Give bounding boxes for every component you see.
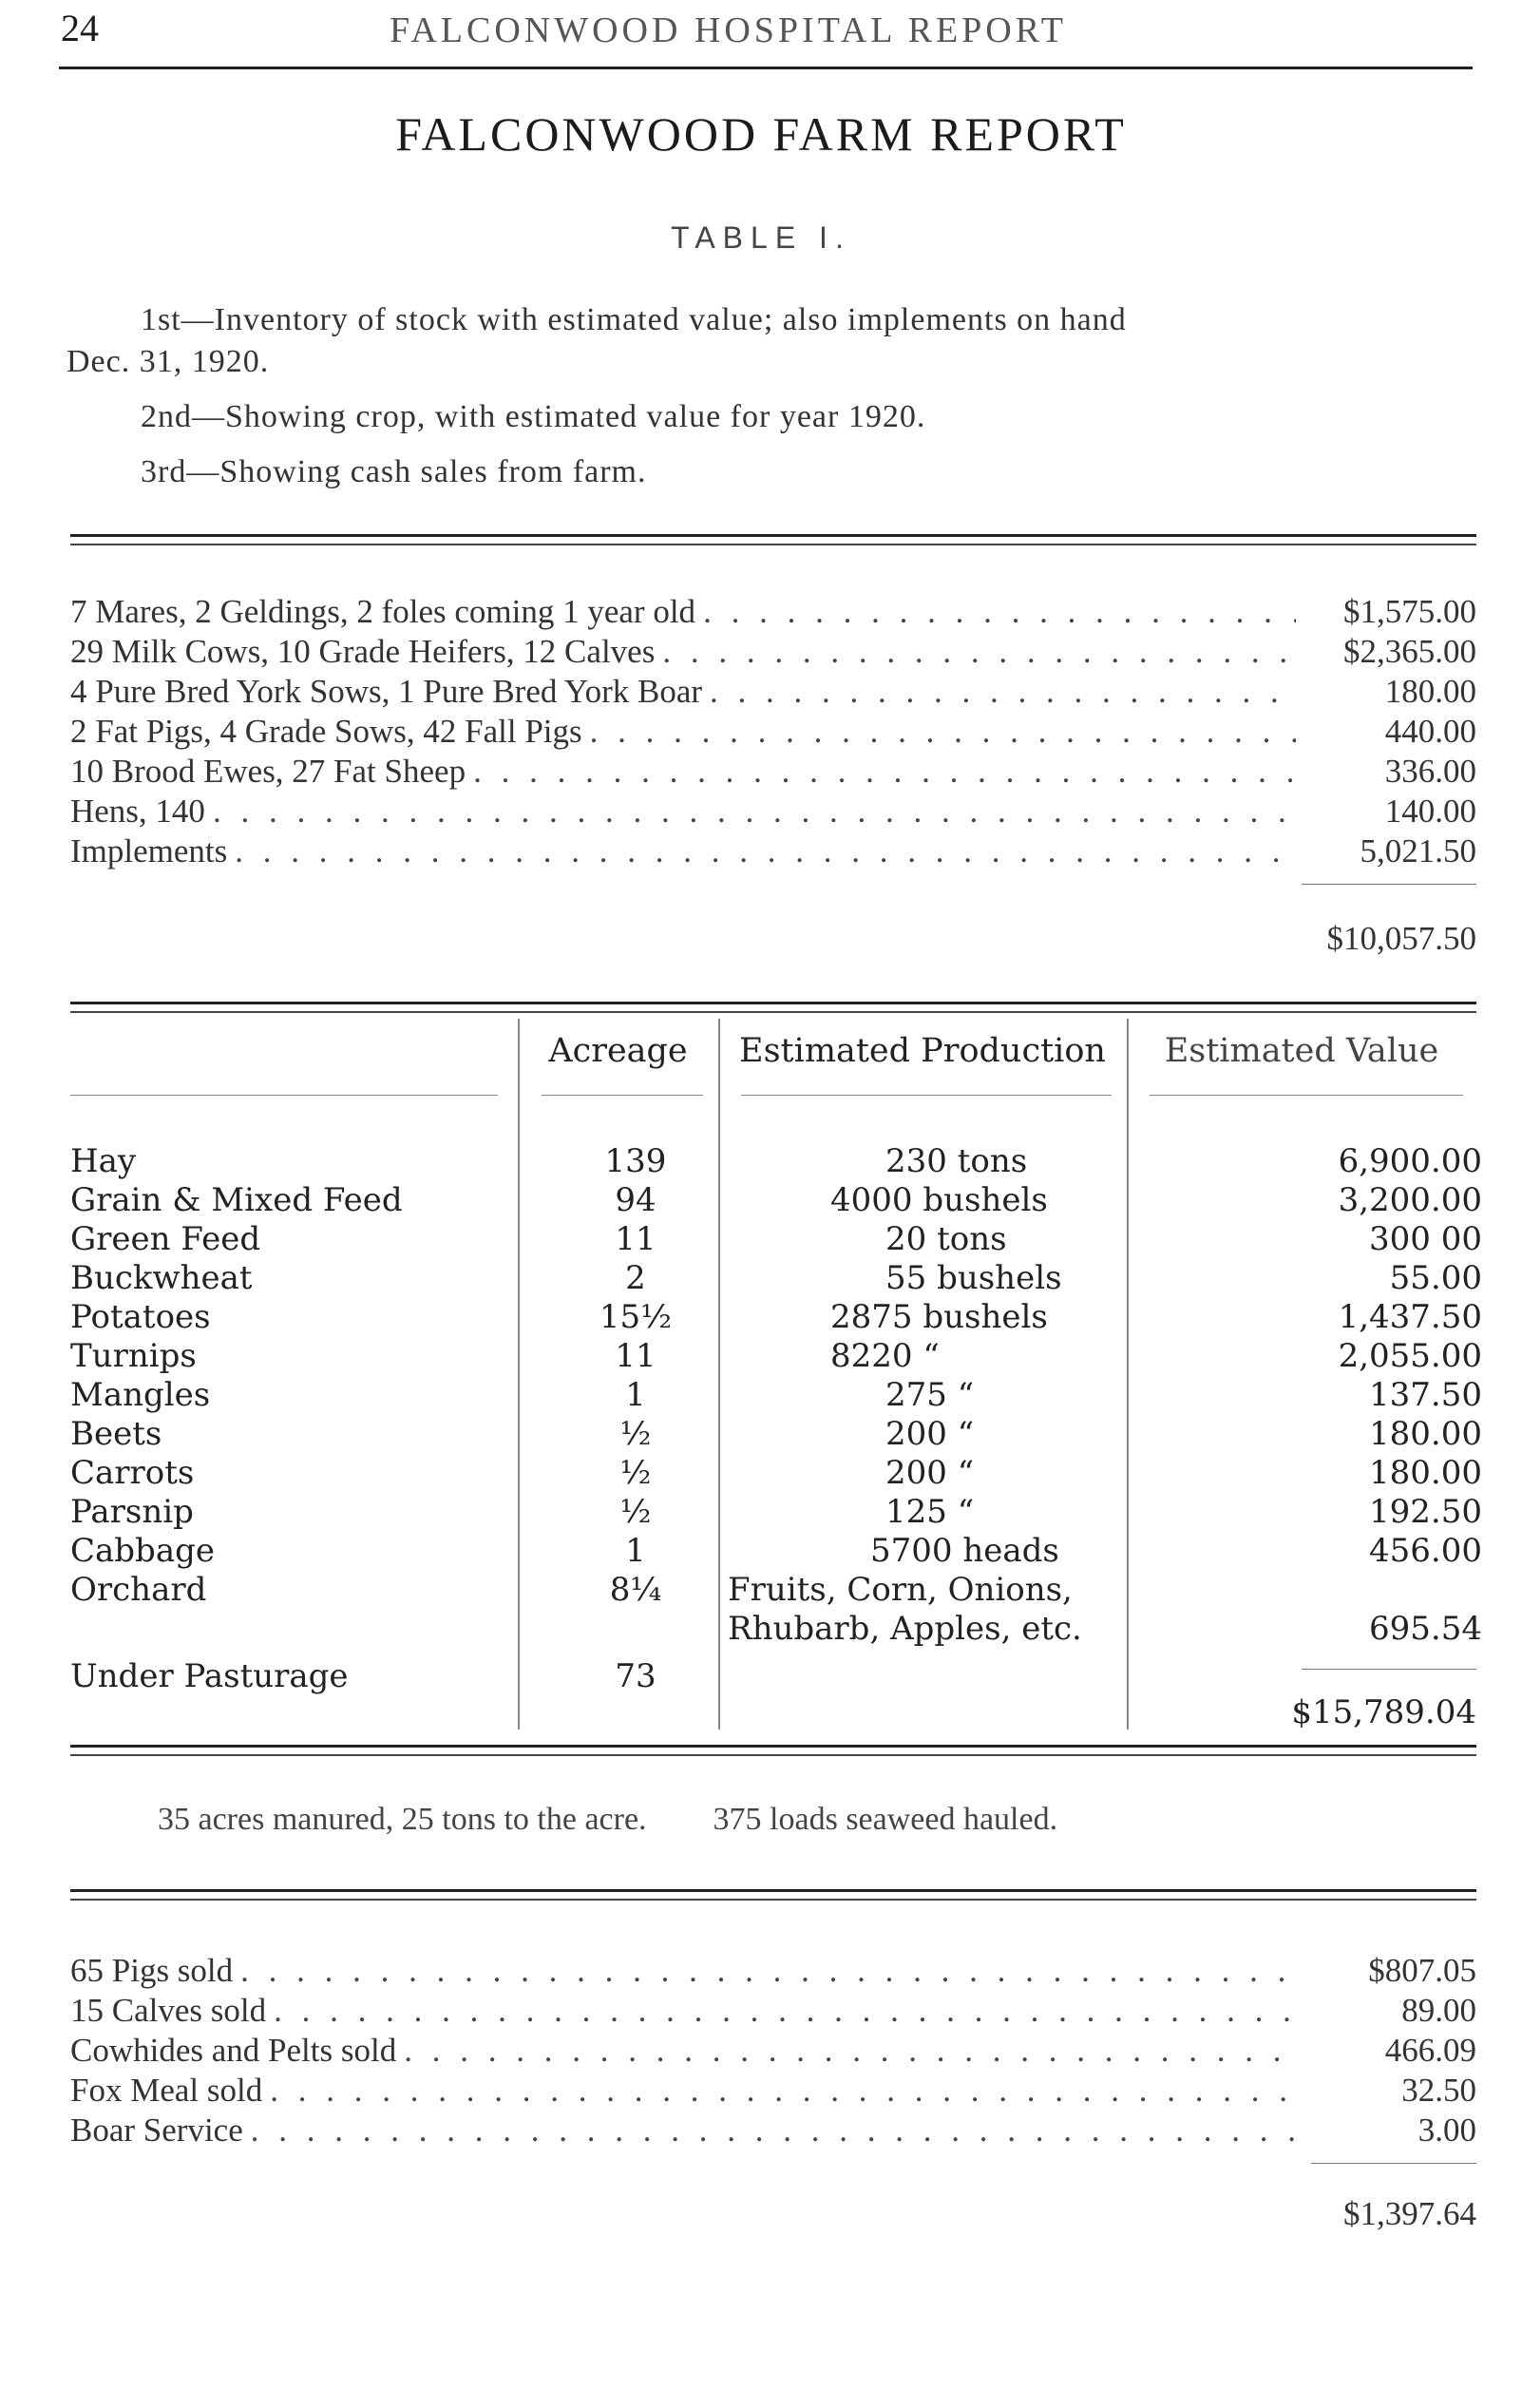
intro-line-3: 3rd—Showing cash sales from farm. xyxy=(141,454,647,489)
sales-row: 15 Calves sold . . . 89.00 xyxy=(70,1992,1476,2032)
sales-total: $1,397.64 xyxy=(1343,2195,1476,2232)
inventory-row: 7 Mares, 2 Geldings, 2 foles coming 1 year old . . . $1,575.00 xyxy=(70,593,1476,633)
section-rule-bottom xyxy=(70,1011,1476,1013)
crop-sum-rule xyxy=(1302,1669,1476,1670)
running-head: FALCONWOOD HOSPITAL REPORT xyxy=(390,10,1068,50)
intro-line-1-cont: Dec. 31, 1920. xyxy=(67,344,270,379)
crop-row: Hay 139 230 tons 6,900.00 xyxy=(70,1142,1482,1180)
section-rule-top xyxy=(70,1002,1476,1004)
crop-row: Cabbage 1 5700 heads 456.00 xyxy=(70,1532,1482,1570)
crop-row: Parsnip ½ 125 “ 192.50 xyxy=(70,1493,1482,1531)
section-rule-bottom xyxy=(70,1899,1476,1901)
section-rule-bottom xyxy=(70,544,1476,545)
inventory-row: Implements . . . 5,021.50 xyxy=(70,832,1476,872)
header-production: Estimated Production xyxy=(739,1032,1106,1070)
inventory-sum-rule xyxy=(1302,884,1476,885)
crop-row: Carrots ½ 200 “ 180.00 xyxy=(70,1454,1482,1492)
header-underline xyxy=(1150,1095,1463,1096)
manure-note: 35 acres manured, 25 tons to the acre. 375 loads seaweed hauled. xyxy=(158,1802,1058,1837)
inventory-row: 10 Brood Ewes, 27 Fat Sheep . . . 336.00 xyxy=(70,753,1476,793)
inventory-row: Hens, 140 . . . 140.00 xyxy=(70,793,1476,832)
sales-row: 65 Pigs sold . . . $807.05 xyxy=(70,1952,1476,1992)
inventory-total: $10,057.50 xyxy=(1326,920,1476,957)
section-rule-top xyxy=(70,1745,1476,1748)
page-title: FALCONWOOD FARM REPORT xyxy=(395,107,1127,161)
sales-sum-rule xyxy=(1311,2163,1476,2164)
crop-row: Grain & Mixed Feed 94 4000 bushels 3,200.00 xyxy=(70,1181,1482,1219)
crop-row: Green Feed 11 20 tons 300 00 xyxy=(70,1220,1482,1258)
crop-row: Potatoes 15½ 2875 bushels 1,437.50 xyxy=(70,1298,1482,1336)
crop-row: Turnips 11 8220 “ 2,055.00 xyxy=(70,1337,1482,1375)
inventory-row: 2 Fat Pigs, 4 Grade Sows, 42 Fall Pigs . . . 440.00 xyxy=(70,713,1476,753)
crop-total: $15,789.04 xyxy=(1291,1693,1476,1731)
crop-row: Beets ½ 200 “ 180.00 xyxy=(70,1415,1482,1453)
inventory-row: 4 Pure Bred York Sows, 1 Pure Bred York Boar . . . 180.00 xyxy=(70,673,1476,713)
page-number: 24 xyxy=(61,7,99,49)
header-underline xyxy=(70,1095,498,1096)
sales-row: Boar Service . . . 3.00 xyxy=(70,2112,1476,2151)
intro-line-1: 1st—Inventory of stock with estimated value; also implements on hand xyxy=(141,302,1127,337)
header-underline xyxy=(741,1095,1112,1096)
header-underline xyxy=(542,1095,703,1096)
header-rule xyxy=(59,67,1473,69)
header-acreage: Acreage xyxy=(548,1032,688,1070)
inventory-row: 29 Milk Cows, 10 Grade Heifers, 12 Calves . . . $2,365.00 xyxy=(70,633,1476,673)
crop-row: Orchard 8¼ Fruits, Corn, Onions, xyxy=(70,1571,1073,1609)
crop-row: Mangles 1 275 “ 137.50 xyxy=(70,1376,1482,1414)
sales-row: Fox Meal sold . . . 32.50 xyxy=(70,2072,1476,2112)
crop-row: Rhubarb, Apples, etc. 695.54 xyxy=(728,1610,1482,1648)
section-rule-top xyxy=(70,1889,1476,1892)
table-label: TABLE I. xyxy=(671,220,851,255)
intro-line-2: 2nd—Showing crop, with estimated value for year 1920. xyxy=(141,399,926,434)
header-value: Estimated Value xyxy=(1164,1032,1439,1070)
crop-row: Under Pasturage 73 xyxy=(70,1657,656,1695)
section-rule-top xyxy=(70,534,1476,537)
crop-row: Buckwheat 2 55 bushels 55.00 xyxy=(70,1259,1482,1297)
sales-row: Cowhides and Pelts sold . . . 466.09 xyxy=(70,2032,1476,2072)
section-rule-bottom xyxy=(70,1754,1476,1756)
